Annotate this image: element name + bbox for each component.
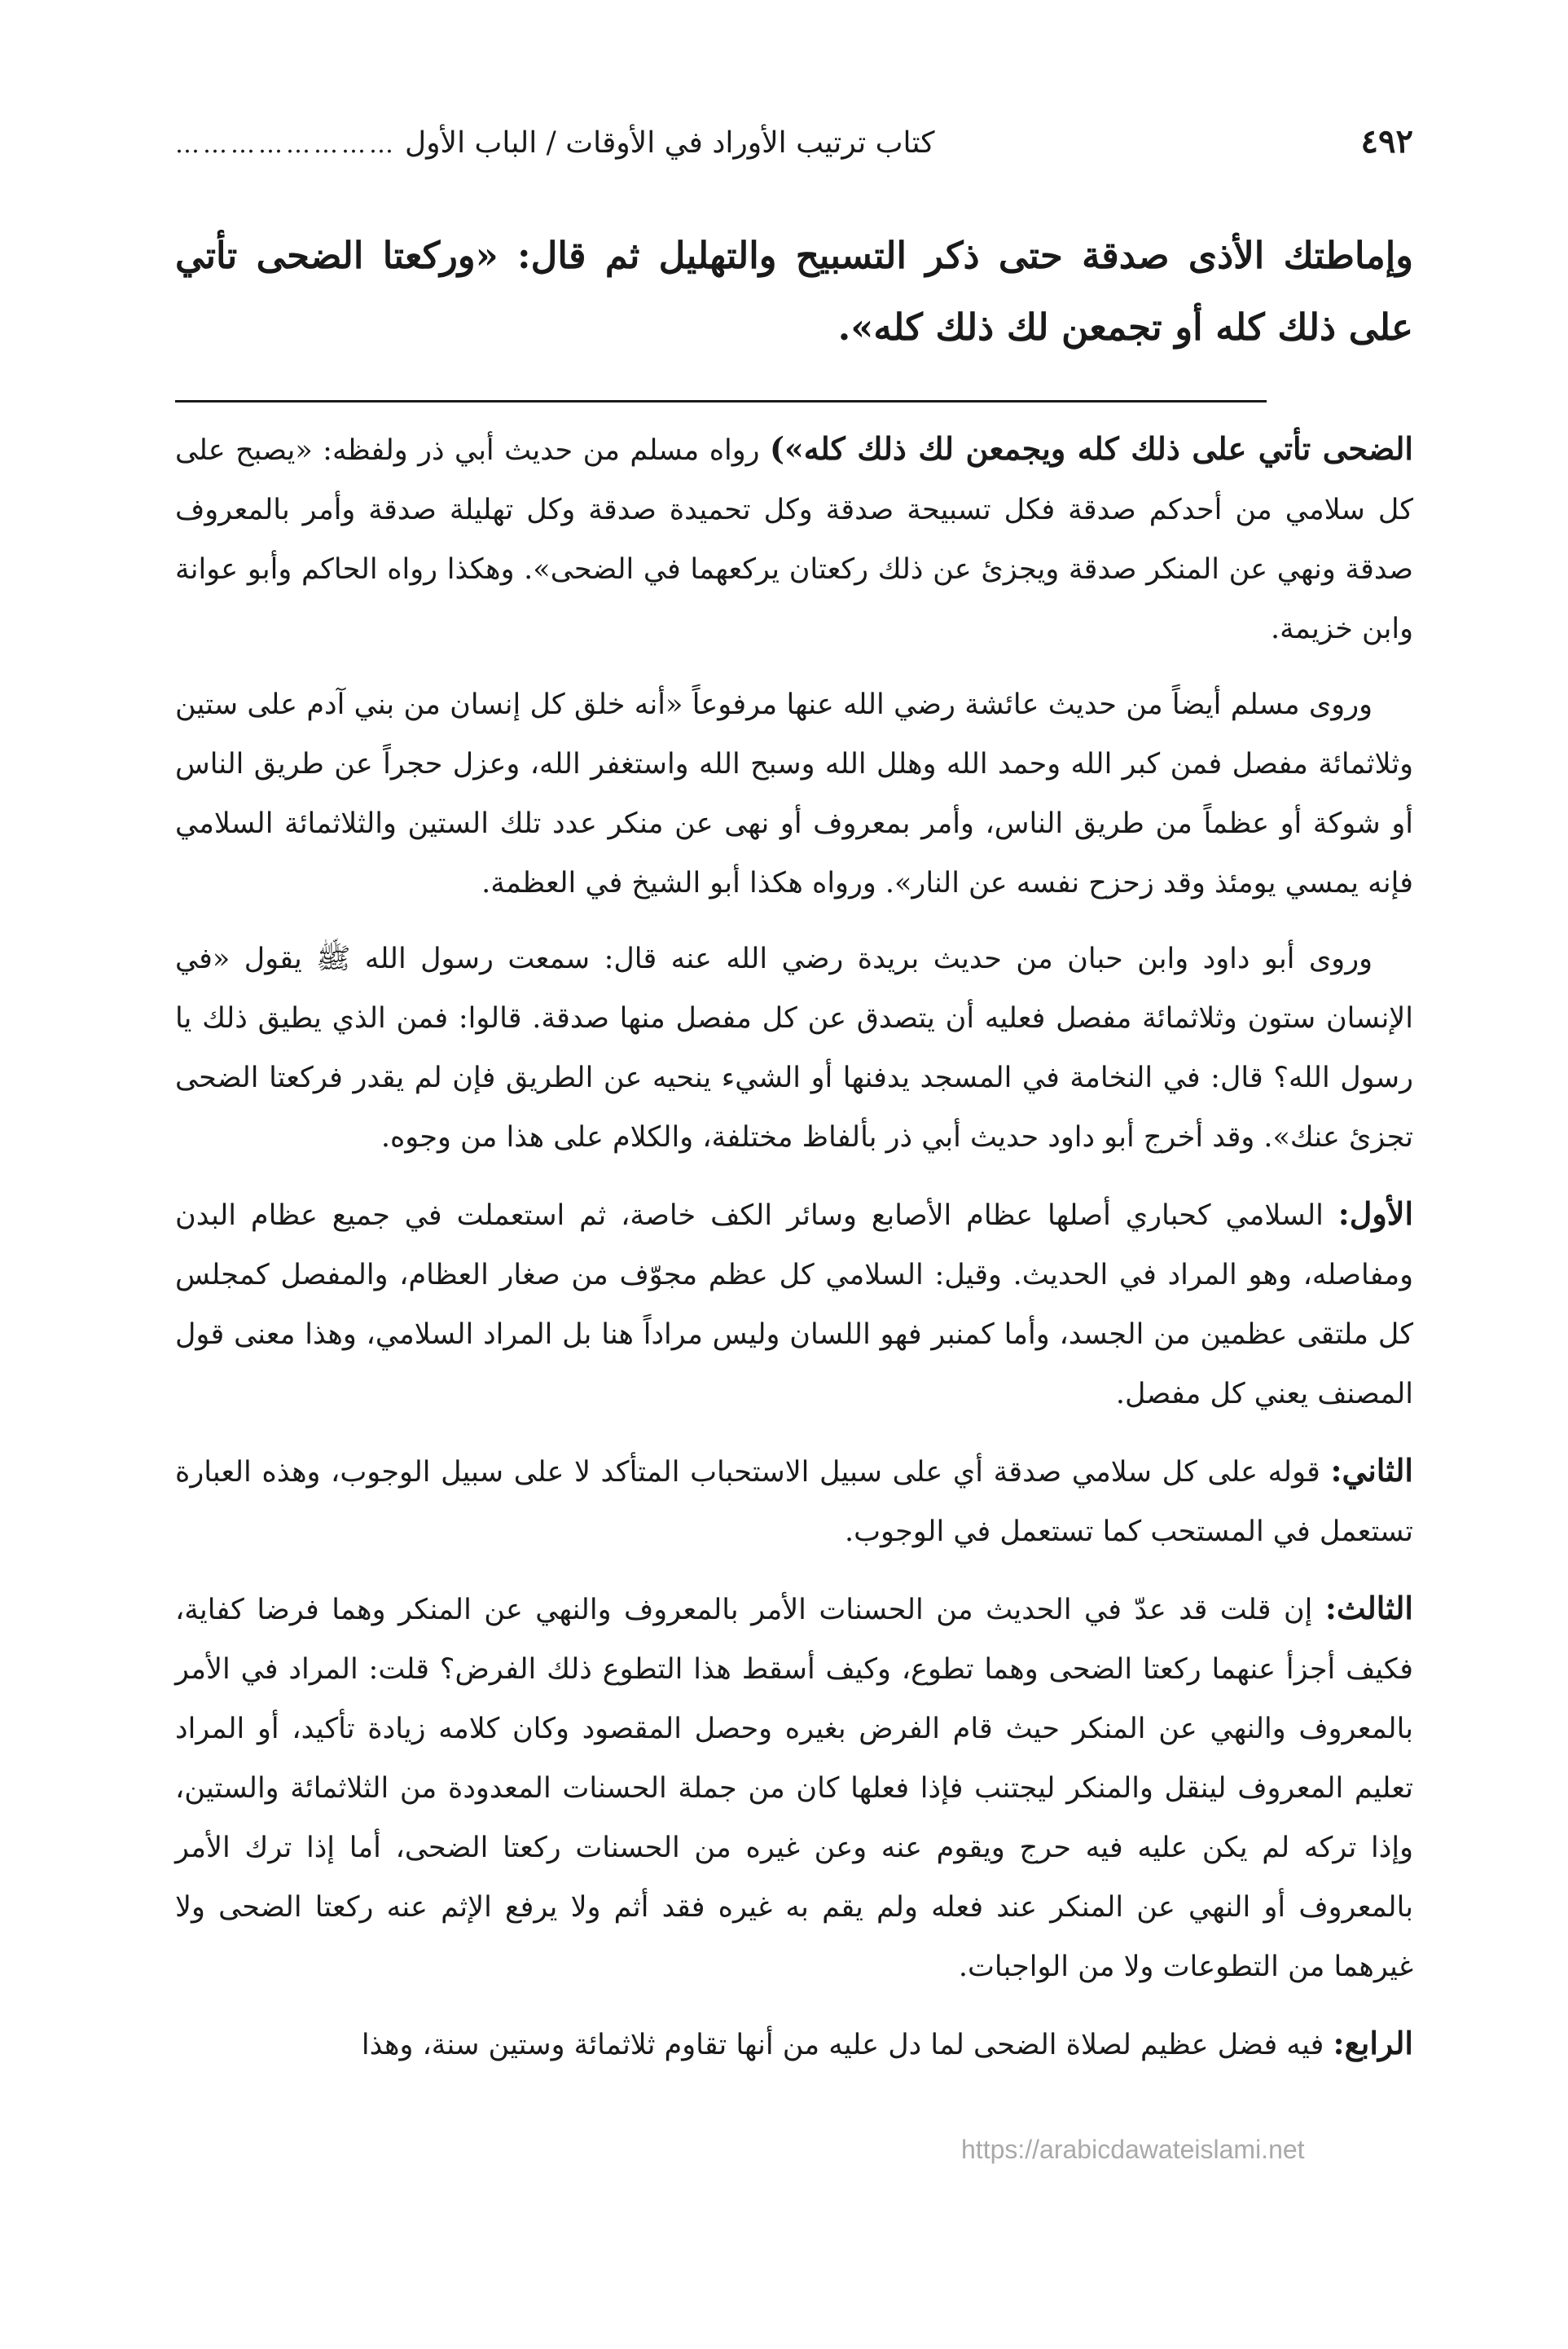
- header-leader-dots: ……………………: [175, 130, 397, 159]
- page-number: ٤٩٢: [1360, 122, 1413, 161]
- paragraph-text: إن قلت قد عدّ في الحديث من الحسنات الأمر بالمعروف والنهي عن المنكر وهما فرضا كفاية، فكيف أجزأ عنهما ركعتا الضحى وهما تطوع، وكيف أسقط هذا التطوع ذلك الفرض؟ قلت: المراد في الأمر بالمعروف والنهي عن المنكر حيث قام الفرض بغيره وحصل المقصود وكان كلامه زيادة تأكيد، أو المراد تعليم المعروف لينقل والمنكر ليجتنب فإذا فعلها كان من جملة الحسنات المعدودة من الثلاثمائة والستين، وإذا تركه لم يكن عليه فيه حرج ويقوم عنه وعن غيره من الحسنات ركعتا الضحى، أما إذا ترك الأمر بالمعروف أو النهي عن المنكر عند فعله ولم يقم به غيره فقد أثم ولا يرفع الإثم عنه ركعتا الضحى ولا غيرهما من التطوعات ولا من الواجبات.: [175, 1594, 1413, 1983]
- commentary-paragraph-2: وروى مسلم أيضاً من حديث عائشة رضي الله عنها مرفوعاً «أنه خلق كل إنسان من بني آدم على ستين وثلاثمائة مفصل فمن كبر الله وحمد الله وهلل الله وسبح الله واستغفر الله، وعزل حجراً عن طريق الناس أو شوكة أو عظماً من طريق الناس، وأمر بمعروف أو نهى عن منكر عدد تلك الستين والثلاثمائة السلامي فإنه يمسي يومئذ وقد زحزح نفسه عن النار». ورواه هكذا أبو الشيخ في العظمة.: [175, 688, 1413, 900]
- book-title: كتاب ترتيب الأوراد في الأوقات / الباب الأول: [405, 126, 935, 160]
- commentary-paragraph-3: وروى أبو داود وابن حبان من حديث بريدة رضي الله عنه قال: سمعت رسول الله ﷺ يقول «في الإنسان ستون وثلاثمائة مفصل فعليه أن يتصدق عن كل مفصل منها صدقة. قالوا: فمن الذي يطيق ذلك يا رسول الله؟ قال: في النخامة في المسجد يدفنها أو الشيء ينحيه عن الطريق فإن لم يقدر فركعتا الضحى تجزئ عنك». وقد أخرج أبو داود حديث أبي ذر بألفاظ مختلفة، والكلام على هذا من وجوه.: [175, 943, 1413, 1154]
- header-title-group: [175, 126, 935, 160]
- paragraph-text: فيه فضل عظيم لصلاة الضحى لما دل عليه من أنها تقاوم ثلاثمائة وستين سنة، وهذا: [361, 2029, 1333, 2061]
- commentary-paragraph-4: [175, 1184, 1413, 1424]
- lead-text: الثاني:: [1330, 1452, 1413, 1489]
- lead-text: الرابع:: [1333, 2025, 1413, 2061]
- paragraph-text: رواه مسلم من حديث أبي ذر ولفظه: «يصبح على كل سلامي من أحدكم صدقة فكل تسبيحة صدقة وكل تحميدة صدقة وكل تهليلة صدقة وأمر بالمعروف صدقة ونهي عن المنكر صدقة ويجزئ عن ذلك ركعتان يركعهما في الضحى». وهكذا رواه الحاكم وأبو عوانة وابن خزيمة.: [175, 434, 1413, 645]
- watermark-url: https://arabicdawateislami.net: [961, 2135, 1305, 2164]
- footnote-divider: [175, 400, 1267, 402]
- main-text: وإماطتك الأذى صدقة حتى ذكر التسبيح والتهليل ثم قال: «وركعتا الضحى تأتي على ذلك كله أو تجمعن لك ذلك كله».: [175, 234, 1413, 349]
- book-page: [175, 122, 1413, 2092]
- commentary-paragraph-1: [175, 419, 1413, 659]
- lead-text: الثالث:: [1324, 1590, 1413, 1626]
- commentary: [175, 419, 1413, 2075]
- commentary-paragraph-7: [175, 2013, 1413, 2075]
- lead-text: الضحى تأتي على ذلك كله ويجمعن لك ذلك كله»): [770, 430, 1413, 467]
- commentary-paragraph-5: [175, 1441, 1413, 1562]
- running-header: [175, 122, 1413, 171]
- paragraph-text: السلامي كحباري أصلها عظام الأصابع وسائر الكف خاصة، ثم استعملت في جميع عظام البدن ومفاصله، وهو المراد في الحديث. وقيل: السلامي كل عظم مجوّف من صغار العظام، والمفصل كمجلس كل ملتقى عظمين من الجسد، وأما كمنبر فهو اللسان وليس مراداً هنا بل المراد السلامي، وهذا معنى قول المصنف يعني كل مفصل.: [175, 1199, 1413, 1410]
- commentary-paragraph-6: [175, 1578, 1413, 1997]
- lead-text: الأول:: [1337, 1195, 1413, 1232]
- paragraph-text: قوله على كل سلامي صدقة أي على سبيل الاستحباب المتأكد لا على سبيل الوجوب، وهذه العبارة تستعمل في المستحب كما تستعمل في الوجوب.: [175, 1456, 1413, 1548]
